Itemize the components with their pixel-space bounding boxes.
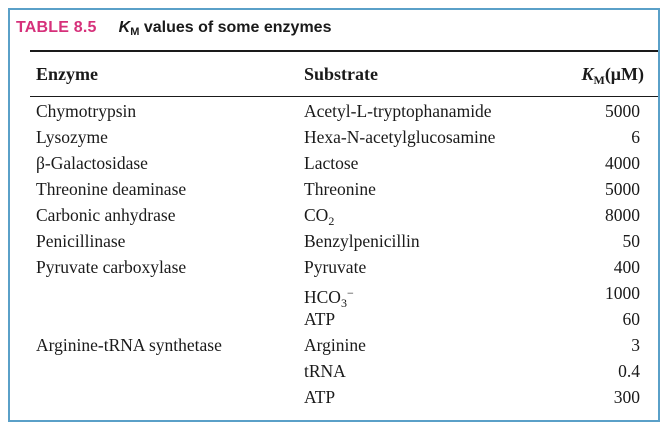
substrate-base: CO bbox=[304, 205, 329, 225]
table-row bbox=[30, 254, 658, 280]
table-row bbox=[30, 150, 658, 176]
substrate-base: HCO bbox=[304, 287, 341, 307]
cell-substrate: Threonine bbox=[304, 179, 376, 199]
cell-km: 50 bbox=[622, 231, 640, 251]
table-row bbox=[30, 98, 658, 124]
cell-substrate: ATP bbox=[304, 309, 336, 329]
cell-enzyme: Threonine deaminase bbox=[36, 179, 187, 199]
table-row bbox=[30, 332, 658, 358]
cell-km: 300 bbox=[613, 387, 640, 407]
table-header bbox=[30, 54, 658, 94]
table-row bbox=[30, 202, 658, 228]
cell-km: 5000 bbox=[605, 179, 640, 199]
cell-enzyme: Carbonic anhydrase bbox=[36, 205, 176, 225]
cell-km: 3 bbox=[631, 335, 640, 355]
top-rule bbox=[30, 50, 658, 52]
cell-enzyme: Lysozyme bbox=[36, 127, 108, 147]
table-row bbox=[30, 384, 658, 410]
table-row bbox=[30, 228, 658, 254]
table-frame bbox=[8, 8, 660, 422]
cell-substrate: Hexa-N-acetylglucosamine bbox=[304, 127, 496, 147]
header-km-k: K bbox=[581, 64, 594, 84]
header-km bbox=[581, 64, 644, 88]
cell-km: 1000 bbox=[605, 283, 640, 303]
cell-km: 8000 bbox=[605, 205, 640, 225]
cell-enzyme: β-Galactosidase bbox=[36, 153, 148, 173]
cell-substrate: Arginine bbox=[304, 335, 366, 355]
substrate-subscript: 3 bbox=[340, 296, 347, 310]
cell-enzyme: Arginine-tRNA synthetase bbox=[36, 335, 222, 355]
table-title-row bbox=[10, 10, 658, 46]
table-row bbox=[30, 176, 658, 202]
cell-substrate: Lactose bbox=[304, 153, 359, 173]
caption-rest: values of some enzymes bbox=[139, 18, 332, 36]
table-label: TABLE 8.5 bbox=[16, 19, 97, 36]
header-rule bbox=[30, 96, 658, 97]
substrate-subscript: 2 bbox=[328, 214, 335, 228]
header-substrate: Substrate bbox=[304, 64, 379, 84]
substrate-superscript: − bbox=[346, 286, 354, 300]
cell-km: 400 bbox=[613, 257, 640, 277]
cell-substrate: Pyruvate bbox=[304, 257, 367, 277]
table-caption bbox=[119, 19, 332, 38]
caption-sub: M bbox=[130, 25, 140, 38]
header-km-unit: (μM) bbox=[604, 64, 644, 84]
table-row bbox=[30, 358, 658, 384]
cell-substrate: Acetyl-L-tryptophanamide bbox=[304, 101, 492, 121]
cell-enzyme: Pyruvate carboxylase bbox=[36, 257, 187, 277]
table-row bbox=[30, 306, 658, 332]
cell-km: 6 bbox=[631, 127, 640, 147]
table-body bbox=[30, 98, 658, 410]
cell-km: 60 bbox=[622, 309, 640, 329]
cell-km: 5000 bbox=[605, 101, 640, 121]
caption-k: K bbox=[118, 18, 131, 36]
cell-enzyme: Penicillinase bbox=[36, 231, 126, 251]
table-row bbox=[30, 280, 658, 310]
header-enzyme: Enzyme bbox=[36, 64, 98, 84]
cell-enzyme: Chymotrypsin bbox=[36, 101, 137, 121]
table-row bbox=[30, 124, 658, 150]
cell-substrate: tRNA bbox=[304, 361, 346, 381]
header-km-sub: M bbox=[593, 73, 605, 87]
cell-km: 4000 bbox=[605, 153, 640, 173]
cell-substrate: ATP bbox=[304, 387, 336, 407]
cell-substrate: Benzylpenicillin bbox=[304, 231, 420, 251]
cell-km: 0.4 bbox=[618, 361, 640, 381]
